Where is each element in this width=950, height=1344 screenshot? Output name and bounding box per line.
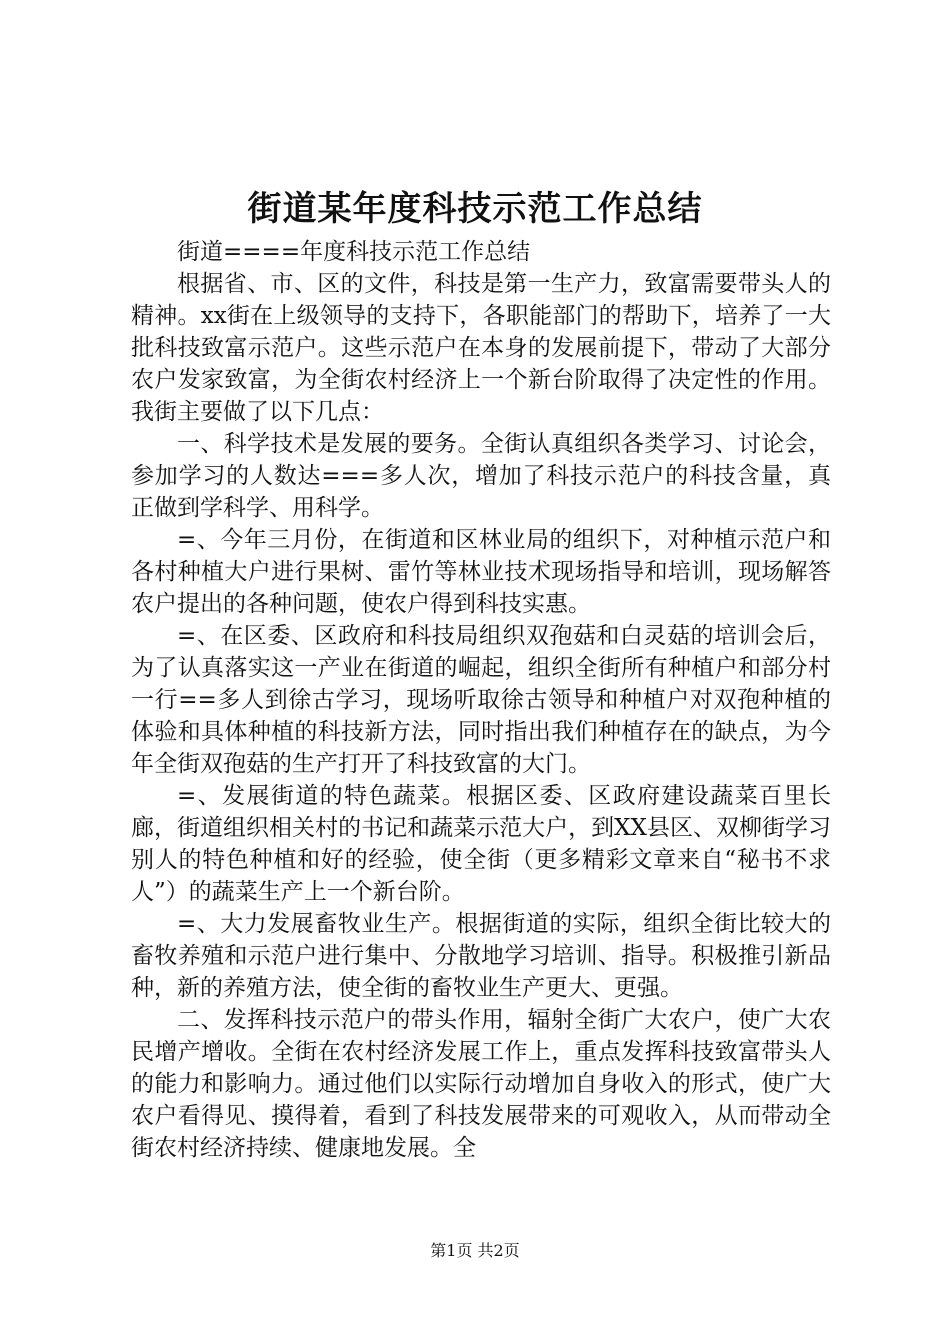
document-body xyxy=(131,236,831,1164)
paragraph-item-vegetables: =、发展街道的特色蔬菜。根据区委、区政府建设蔬菜百里长廊，街道组织相关村的书记和蔬菜示范大户，到XX县区、双柳街学习别人的特色种植和好的经验，使全街（更多精彩文章来自“秘书不求人”）的蔬菜生产上一个新台阶。 xyxy=(131,783,831,905)
page-footer: 第1页 共2页 xyxy=(430,1241,520,1260)
paragraph-item-training: =、今年三月份，在街道和区林业局的组织下，对种植示范户和各村种植大户进行果树、雷竹等林业技术现场指导和培训，现场解答农户提出的各种问题，使农户得到科技实惠。 xyxy=(131,527,831,617)
document-title: 街道某年度科技示范工作总结 xyxy=(247,189,703,229)
paragraph-section-1: 一、科学技术是发展的要务。全街认真组织各类学习、讨论会，参加学习的人数达===多人次，增加了科技示范户的科技含量，真正做到学科学、用科学。 xyxy=(131,431,831,521)
paragraph-section-2: 二、发挥科技示范户的带头作用，辐射全街广大农户，使广大农民增产增收。全街在农村经济发展工作上，重点发挥科技致富带头人的能力和影响力。通过他们以实际行动增加自身收入的形式，使广大农户看得见、摸得着，看到了科技发展带来的可观收入，从而带动全街农村经济持续、健康地发展。全 xyxy=(131,1007,831,1161)
paragraph-item-mushroom: =、在区委、区政府和科技局组织双孢菇和白灵菇的培训会后，为了认真落实这一产业在街道的崛起，组织全街所有种植户和部分村一行==多人到徐古学习，现场听取徐古领导和种植户对双孢种植的体验和具体种植的科技新方法，同时指出我们种植存在的缺点，为今年全街双孢菇的生产打开了科技致富的大门。 xyxy=(131,623,831,777)
paragraph-intro: 根据省、市、区的文件，科技是第一生产力，致富需要带头人的精神。xx街在上级领导的支持下，各职能部门的帮助下，培养了一大批科技致富示范户。这些示范户在本身的发展前提下，带动了大部分农户发家致富，为全街农村经济上一个新台阶取得了决定性的作用。我街主要做了以下几点： xyxy=(131,271,831,425)
paragraph-subtitle: 街道====年度科技示范工作总结 xyxy=(177,239,531,265)
paragraph-item-livestock: =、大力发展畜牧业生产。根据街道的实际，组织全街比较大的畜牧养殖和示范户进行集中、分散地学习培训、指导。积极推引新品种，新的养殖方法，使全街的畜牧业生产更大、更强。 xyxy=(131,911,831,1001)
